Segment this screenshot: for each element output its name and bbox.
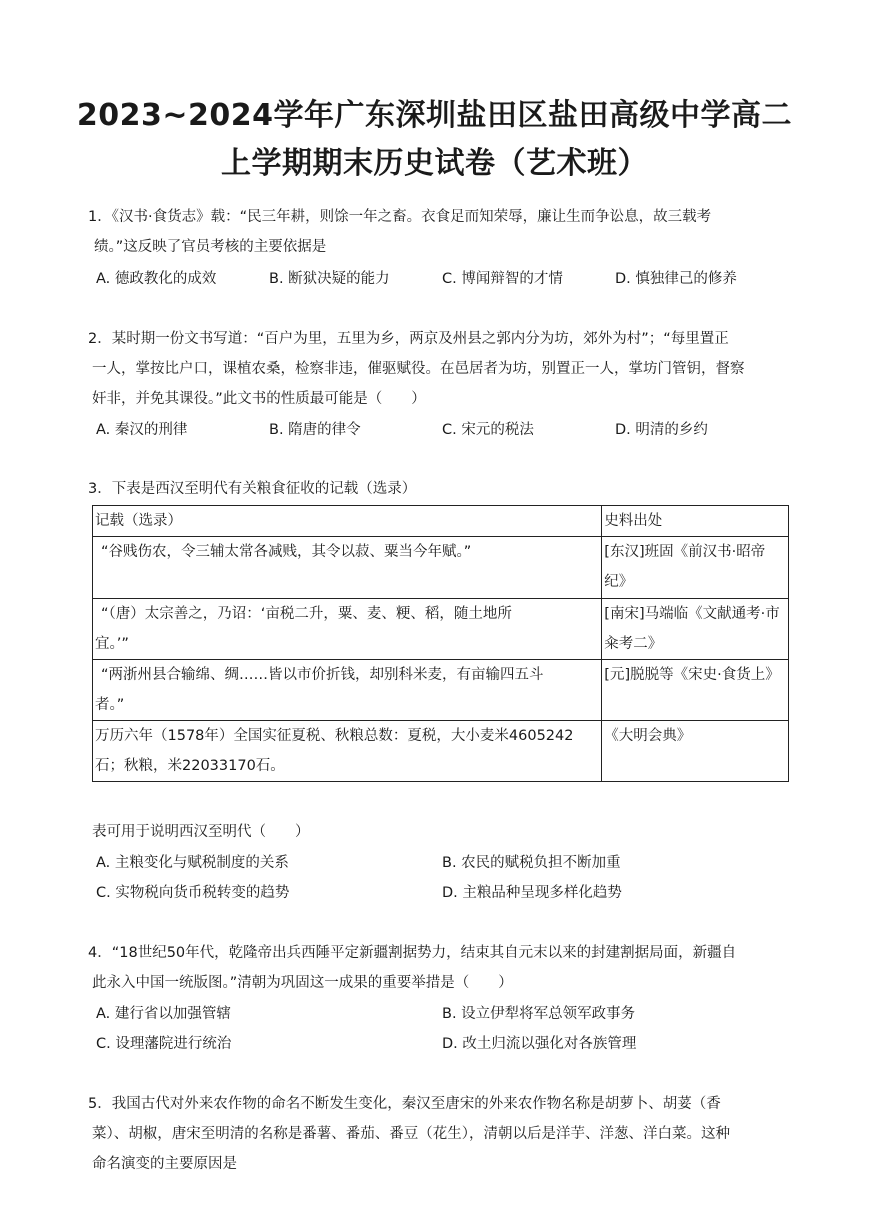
table-row <box>93 537 789 599</box>
option-d[interactable]: D. 改土归流以强化对各族管理 <box>442 1036 637 1052</box>
table-cell-record <box>93 721 602 782</box>
cell-line: 纪》 <box>604 574 634 590</box>
option-a[interactable]: A. 建行省以加强管辖 <box>96 1006 231 1022</box>
records-table <box>92 505 789 782</box>
table-cell-source <box>602 721 789 782</box>
question-3-line: 表可用于说明西汉至明代（ ） <box>92 824 310 840</box>
question-2-options <box>96 415 796 445</box>
cell-line: [元]脱脱等《宋史·食货上》 <box>604 667 780 683</box>
option-d[interactable]: D. 主粮品种呈现多样化趋势 <box>442 885 622 901</box>
cell-line: 籴考二》 <box>604 636 663 652</box>
table-cell-source <box>602 599 789 660</box>
option-a[interactable]: A. 秦汉的刑律 <box>96 422 188 438</box>
cell-line: 《大明会典》 <box>604 728 692 744</box>
question-2 <box>88 324 788 414</box>
option-a[interactable]: A. 德政教化的成效 <box>96 271 217 287</box>
table-header-row <box>93 506 789 537</box>
option-d[interactable]: D. 慎独律己的修养 <box>615 271 737 287</box>
question-3-line: 3．下表是西汉至明代有关粮食征收的记载（选录） <box>88 481 417 497</box>
option-b[interactable]: B. 农民的赋税负担不断加重 <box>442 855 621 871</box>
table-cell-source <box>602 537 789 599</box>
page-title <box>0 92 869 188</box>
cell-line: “谷贱伤农，令三辅太常各减贱，其令以菽、粟当今年赋。” <box>101 544 472 560</box>
question-3-options <box>96 848 796 908</box>
cell-line: 宜。’” <box>95 636 129 652</box>
option-d[interactable]: D. 明清的乡约 <box>615 422 708 438</box>
cell-line: 石；秋粮，米22033170石。 <box>95 758 285 774</box>
question-1 <box>88 202 788 262</box>
question-5-line: 命名演变的主要原因是 <box>92 1156 237 1172</box>
table-row <box>93 721 789 782</box>
option-a[interactable]: A. 主粮变化与赋税制度的关系 <box>96 855 289 871</box>
option-b[interactable]: B. 隋唐的律令 <box>269 422 361 438</box>
cell-line: [东汉]班固《前汉书·昭帝 <box>604 544 766 560</box>
cell-line: [南宋]马端临《文献通考·市 <box>604 606 780 622</box>
table-header-record: 记载（选录） <box>93 506 602 537</box>
option-c[interactable]: C. 宋元的税法 <box>442 422 534 438</box>
question-1-line: 绩。”这反映了官员考核的主要依据是 <box>94 239 327 255</box>
cell-line: 者。” <box>95 697 125 713</box>
option-b[interactable]: B. 设立伊犁将军总领军政事务 <box>442 1006 636 1022</box>
table-cell-record <box>93 660 602 721</box>
cell-line: “（唐）太宗善之，乃诏：‘亩税二升，粟、麦、粳、稻，随土地所 <box>101 606 512 622</box>
question-4-line: 4．“18世纪50年代，乾隆帝出兵西陲平定新疆割据势力，结束其自元末以来的封建割据局面，新疆自 <box>88 945 737 961</box>
question-3-stem <box>88 817 788 847</box>
title-line-2: 上学期期末历史试卷（艺术班） <box>221 146 648 181</box>
table-row <box>93 660 789 721</box>
table-row <box>93 599 789 660</box>
question-2-line: 一人，掌按比户口，课植农桑，检察非违，催驱赋役。在邑居者为坊，别置正一人，掌坊门管钥，督察 <box>92 361 745 377</box>
option-c[interactable]: C. 实物税向货币税转变的趋势 <box>96 885 290 901</box>
question-4-options <box>96 999 796 1059</box>
question-5-line: 菜）、胡椒，唐宋至明清的名称是番薯、番茄、番豆（花生），清朝以后是洋芋、洋葱、洋白菜。这种 <box>92 1126 730 1142</box>
option-b[interactable]: B. 断狱决疑的能力 <box>269 271 390 287</box>
question-4-line: 此永入中国一统版图。”清朝为巩固这一成果的重要举措是（ ） <box>92 975 513 991</box>
question-5 <box>88 1089 788 1179</box>
table-header-source: 史料出处 <box>602 506 789 537</box>
cell-line: 万历六年（1578年）全国实征夏税、秋粮总数：夏税，大小麦米4605242 <box>95 728 574 744</box>
cell-line: “两浙州县合输绵、绸……皆以市价折钱，却别科米麦，有亩输四五斗 <box>101 667 544 683</box>
table-cell-record <box>93 599 602 660</box>
question-5-line: 5．我国古代对外来农作物的命名不断发生变化，秦汉至唐宋的外来农作物名称是胡萝卜、胡荽（香 <box>88 1096 721 1112</box>
question-2-line: 2．某时期一份文书写道：“百户为里，五里为乡，两京及州县之郭内分为坊，郊外为村”；“每里置正 <box>88 331 729 347</box>
title-line-1: 2023~2024学年广东深圳盐田区盐田高级中学高二 <box>76 98 793 133</box>
option-c[interactable]: C. 设理藩院进行统治 <box>96 1036 232 1052</box>
question-2-line: 奸非，并免其课役。”此文书的性质最可能是（ ） <box>92 391 426 407</box>
question-4 <box>88 938 788 998</box>
question-3-intro <box>88 474 788 504</box>
question-1-line: 1．《汉书·食货志》载：“民三年耕，则馀一年之畜。衣食足而知荣辱，廉让生而争讼息，故三载考 <box>88 209 712 225</box>
option-c[interactable]: C. 博闻辩智的才情 <box>442 271 563 287</box>
table-cell-source <box>602 660 789 721</box>
table-cell-record <box>93 537 602 599</box>
question-1-options <box>96 264 796 294</box>
